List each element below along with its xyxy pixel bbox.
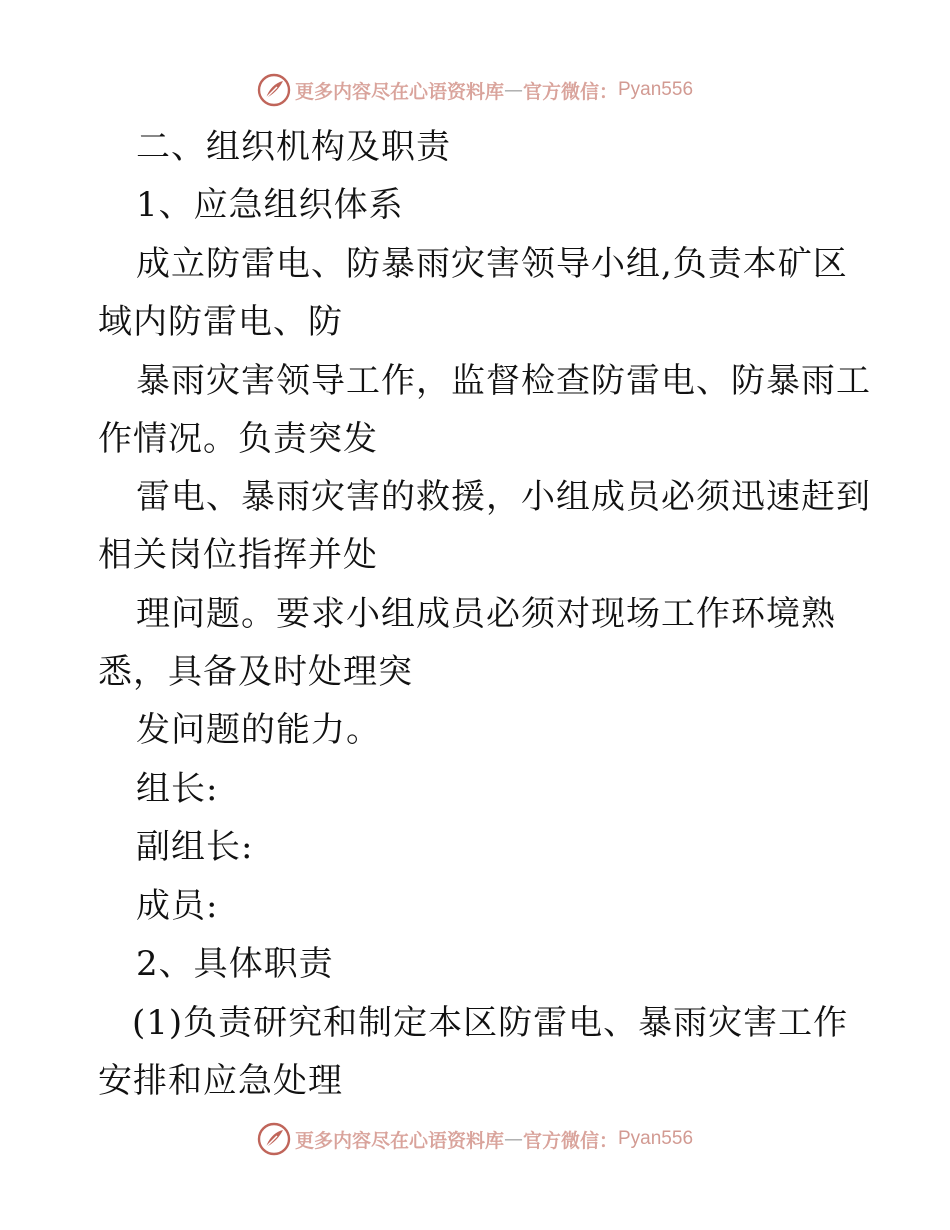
paragraph-line: 域内防雷电、防 — [98, 302, 343, 342]
footer-watermark — [0, 1121, 950, 1157]
paragraph-line: 悉，具备及时处理突 — [98, 652, 413, 692]
subsection-heading: 2、具体职责 — [136, 944, 334, 984]
watermark-wechat-label: 官方微信： — [522, 80, 618, 103]
paragraph-line: 理问题。要求小组成员必须对现场工作环境熟 — [136, 594, 836, 634]
paragraph-line: 雷电、暴雨灾害的救援，小组成员必须迅速赶到 — [136, 477, 871, 517]
paragraph-line: 作情况。负责突发 — [98, 419, 378, 459]
deputy-leader-label: 副组长: — [136, 827, 254, 867]
paragraph-line: 成立防雷电、防暴雨灾害领导小组,负责本矿区 — [136, 244, 848, 284]
watermark-wechat-id: Pyan556 — [618, 79, 694, 100]
watermark-separator: — — [503, 1128, 523, 1150]
watermark-brand-text: 更多内容尽在心语资料库 — [294, 80, 504, 103]
leader-label: 组长: — [136, 769, 219, 809]
section-heading: 二、组织机构及职责 — [136, 127, 451, 167]
feather-pen-logo-icon — [257, 73, 291, 107]
paragraph-line: 发问题的能力。 — [136, 710, 381, 750]
watermark-separator: — — [503, 79, 523, 101]
feather-pen-logo-icon — [257, 1122, 291, 1156]
subsection-heading: 1、应急组织体系 — [136, 185, 404, 225]
watermark-wechat-id: Pyan556 — [618, 1128, 694, 1149]
watermark-wechat-label: 官方微信： — [522, 1129, 618, 1152]
header-watermark — [0, 72, 950, 108]
paragraph-line: 暴雨灾害领导工作，监督检查防雷电、防暴雨工 — [136, 361, 871, 401]
watermark-brand-text: 更多内容尽在心语资料库 — [294, 1129, 504, 1152]
members-label: 成员: — [136, 886, 219, 926]
list-item-line: 安排和应急处理 — [98, 1061, 343, 1101]
paragraph-line: 相关岗位指挥并处 — [98, 535, 378, 575]
list-item-line: (1)负责研究和制定本区防雷电、暴雨灾害工作 — [132, 1003, 849, 1043]
